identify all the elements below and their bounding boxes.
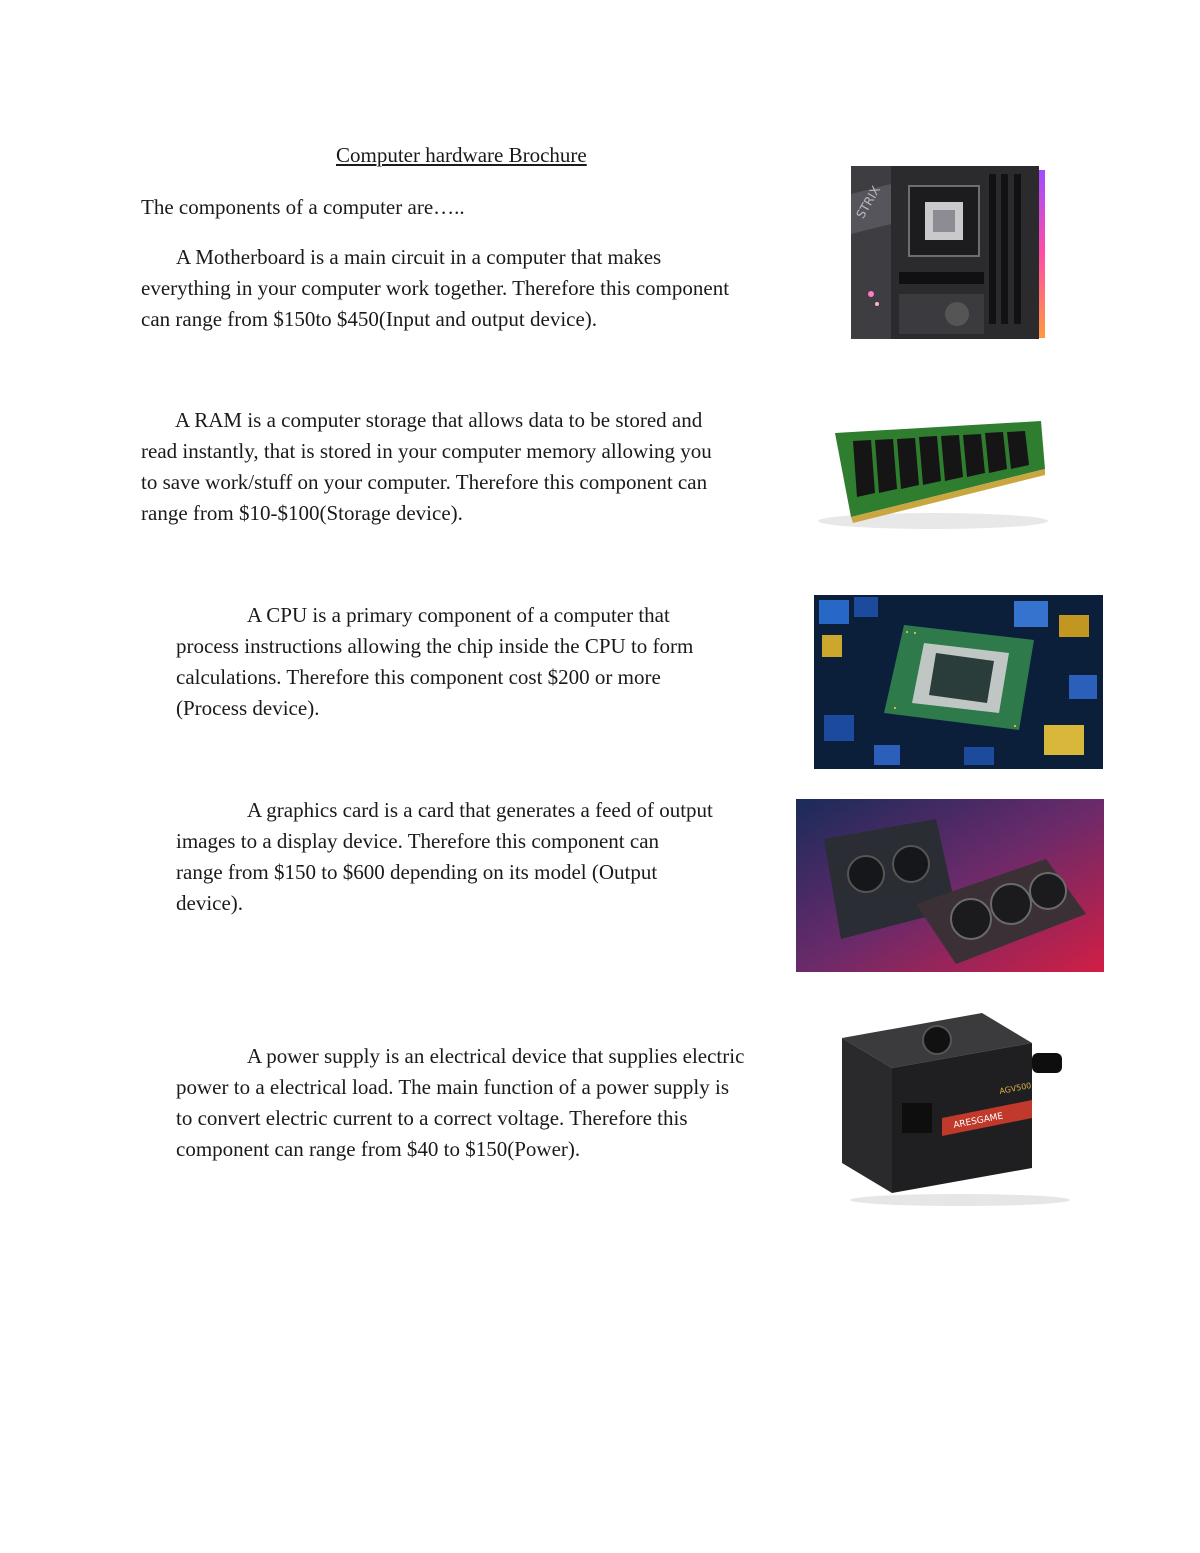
paragraph-line: device).: [176, 891, 244, 915]
ram-stick-image: [813, 413, 1058, 533]
paragraph-line: (Process device).: [176, 696, 320, 720]
paragraph-line: A power supply is an electrical device that supplies electric: [247, 1044, 745, 1068]
psu-model-text: AGV500: [998, 1080, 1033, 1096]
paragraph-line: to convert electric current to a correct voltage. Therefore this: [176, 1106, 688, 1130]
cpu-paragraph: [176, 600, 693, 724]
paragraph-line: everything in your computer work together. Therefore this component: [141, 276, 730, 300]
graphics-card-image: [796, 799, 1104, 972]
paragraph-line: range from $150 to $600 depending on its model (Output: [176, 860, 658, 884]
motherboard-paragraph: [141, 242, 729, 335]
motherboard-image: [849, 164, 1047, 341]
paragraph-line: can range from $150to $450(Input and output device).: [141, 307, 598, 331]
paragraph-line: to save work/stuff on your computer. Therefore this component can: [141, 470, 708, 494]
paragraph-line: A CPU is a primary component of a computer that: [247, 603, 670, 627]
paragraph-line: range from $10-$100(Storage device).: [141, 501, 463, 525]
power-supply-paragraph: [176, 1041, 744, 1165]
power-supply-image: [832, 1008, 1088, 1208]
paragraph-line: process instructions allowing the chip inside the CPU to form: [176, 634, 694, 658]
paragraph-line: read instantly, that is stored in your computer memory allowing you: [141, 439, 712, 463]
paragraph-line: component can range from $40 to $150(Power).: [176, 1137, 581, 1161]
paragraph-line: A RAM is a computer storage that allows data to be stored and: [175, 408, 703, 432]
ram-paragraph: [141, 405, 712, 529]
paragraph-line: power to a electrical load. The main function of a power supply is: [176, 1075, 730, 1099]
psu-brand-text: ARESGAME: [952, 1111, 1005, 1131]
cpu-chip-image: [814, 595, 1103, 769]
paragraph-line: A graphics card is a card that generates a feed of output: [247, 798, 713, 822]
paragraph-line: A Motherboard is a main circuit in a computer that makes: [176, 245, 662, 269]
paragraph-line: calculations. Therefore this component cost $200 or more: [176, 665, 661, 689]
intro-text: The components of a computer are…..: [141, 195, 465, 219]
motherboard-brand-text: STRIX: [853, 183, 884, 221]
paragraph-line: images to a display device. Therefore this component can: [176, 829, 660, 853]
page-title: Computer hardware Brochure: [336, 143, 587, 167]
graphics-card-paragraph: [176, 795, 713, 919]
